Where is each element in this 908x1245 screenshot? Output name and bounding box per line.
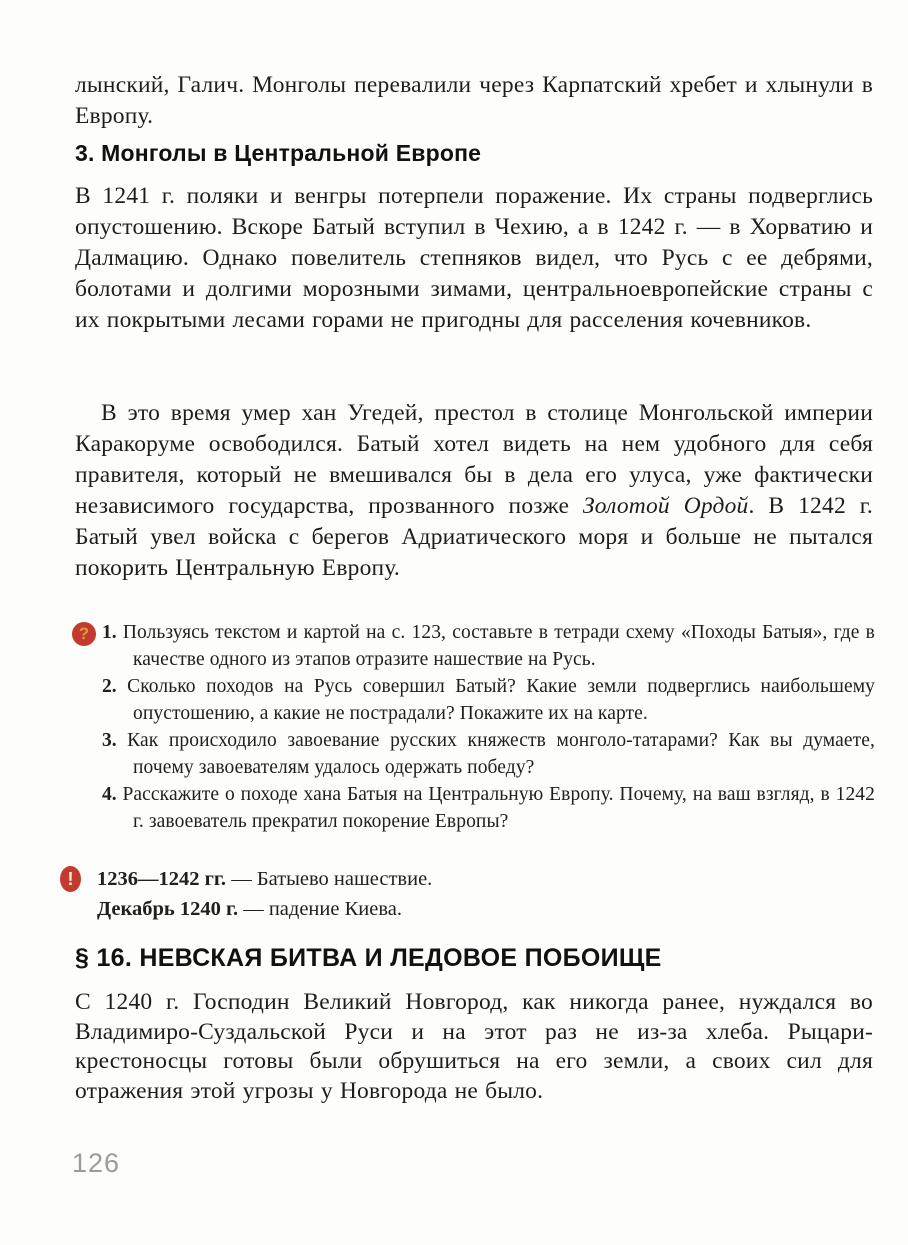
question-item — [102, 673, 875, 727]
question-text: Пользуясь текстом и картой на с. 123, составьте в тетради схему «Походы Батыя», где в качестве одного из этапов отразите нашествие на Русь. — [122, 622, 875, 670]
question-text: Сколько походов на Русь совершил Батый? Какие земли подверглись наибольшему опустошению, а какие не пострадали? Покажите их на карте. — [127, 676, 875, 724]
question-mark-icon: ? — [72, 622, 96, 646]
section16-paragraph: С 1240 г. Господин Великий Новгород, как никогда ранее, нуждался во Владимиро-Суздальской Руси и на этот раз не из-за хлеба. Рыцари-крестоносцы готовы были обрушиться на его земли, а своих сил для отражения этой угрозы у Новгорода не было. — [75, 989, 873, 1104]
question-number: 3. — [102, 730, 117, 751]
key-date-item — [97, 894, 875, 924]
question-text: Как происходило завоевание русских княжеств монголо-татарами? Как вы думаете, почему завоевателям удалось одержать победу? — [127, 730, 875, 778]
paragraph-text: . В 1242 г. Батый увел войска с берегов Адриатического моря и больше не пытался покорить Центральную Европу. — [75, 493, 873, 581]
date-range: 1236—1242 гг. — [97, 868, 227, 890]
key-dates-block — [60, 864, 875, 924]
intro-paragraph: лынский, Галич. Монголы перевалили через Карпатский хребет и хлынули в Европу. — [75, 72, 873, 129]
paragraph-text: В это время умер хан Угедей, престол в столице Монгольской империи Каракоруме освободился. Батый хотел видеть на нем удобного для себя правителя, который не вмешивался бы в дела его улуса, уже фактически независимого государства, прозванного позже — [75, 400, 873, 519]
key-date-item — [97, 864, 875, 894]
key-dates-list — [97, 864, 875, 924]
questions-block — [72, 619, 875, 835]
date-event: — падение Киева. — [238, 898, 402, 920]
question-number: 2. — [102, 676, 117, 697]
question-text: Расскажите о походе хана Батыя на Центральную Европу. Почему, на ваш взгляд, в 1242 г. завоеватель прекратил покорение Европы? — [122, 784, 875, 832]
question-number: 1. — [102, 622, 117, 643]
page-number: 126 — [72, 1148, 121, 1178]
question-number: 4. — [102, 784, 117, 805]
section3-paragraph-2 — [75, 398, 873, 584]
questions-list — [102, 619, 875, 835]
section3-paragraph-1: В 1241 г. поляки и венгры потерпели поражение. Их страны подверглись опустошению. Вскоре Батый вступил в Чехию, а в 1242 г. — в Хорватию и Далмацию. Однако повелитель степняков видел, что Русь с ее дебрями, болотами и долгими морозными зимами, центральноевропейские страны с их покрытыми лесами горами не пригодны для расселения кочевников. — [75, 183, 873, 333]
exclamation-mark-icon: ! — [60, 866, 81, 892]
date-event: — Батыево нашествие. — [226, 868, 433, 890]
section3-heading: 3. Монголы в Центральной Европе — [75, 140, 482, 166]
question-item — [102, 727, 875, 781]
question-item — [102, 781, 875, 835]
date-range: Декабрь 1240 г. — [97, 898, 239, 920]
golden-horde-italic-term: Золотой Ордой — [582, 493, 749, 519]
question-item — [102, 619, 875, 673]
section16-heading: § 16. НЕВСКАЯ БИТВА И ЛЕДОВОЕ ПОБОИЩЕ — [75, 944, 662, 972]
